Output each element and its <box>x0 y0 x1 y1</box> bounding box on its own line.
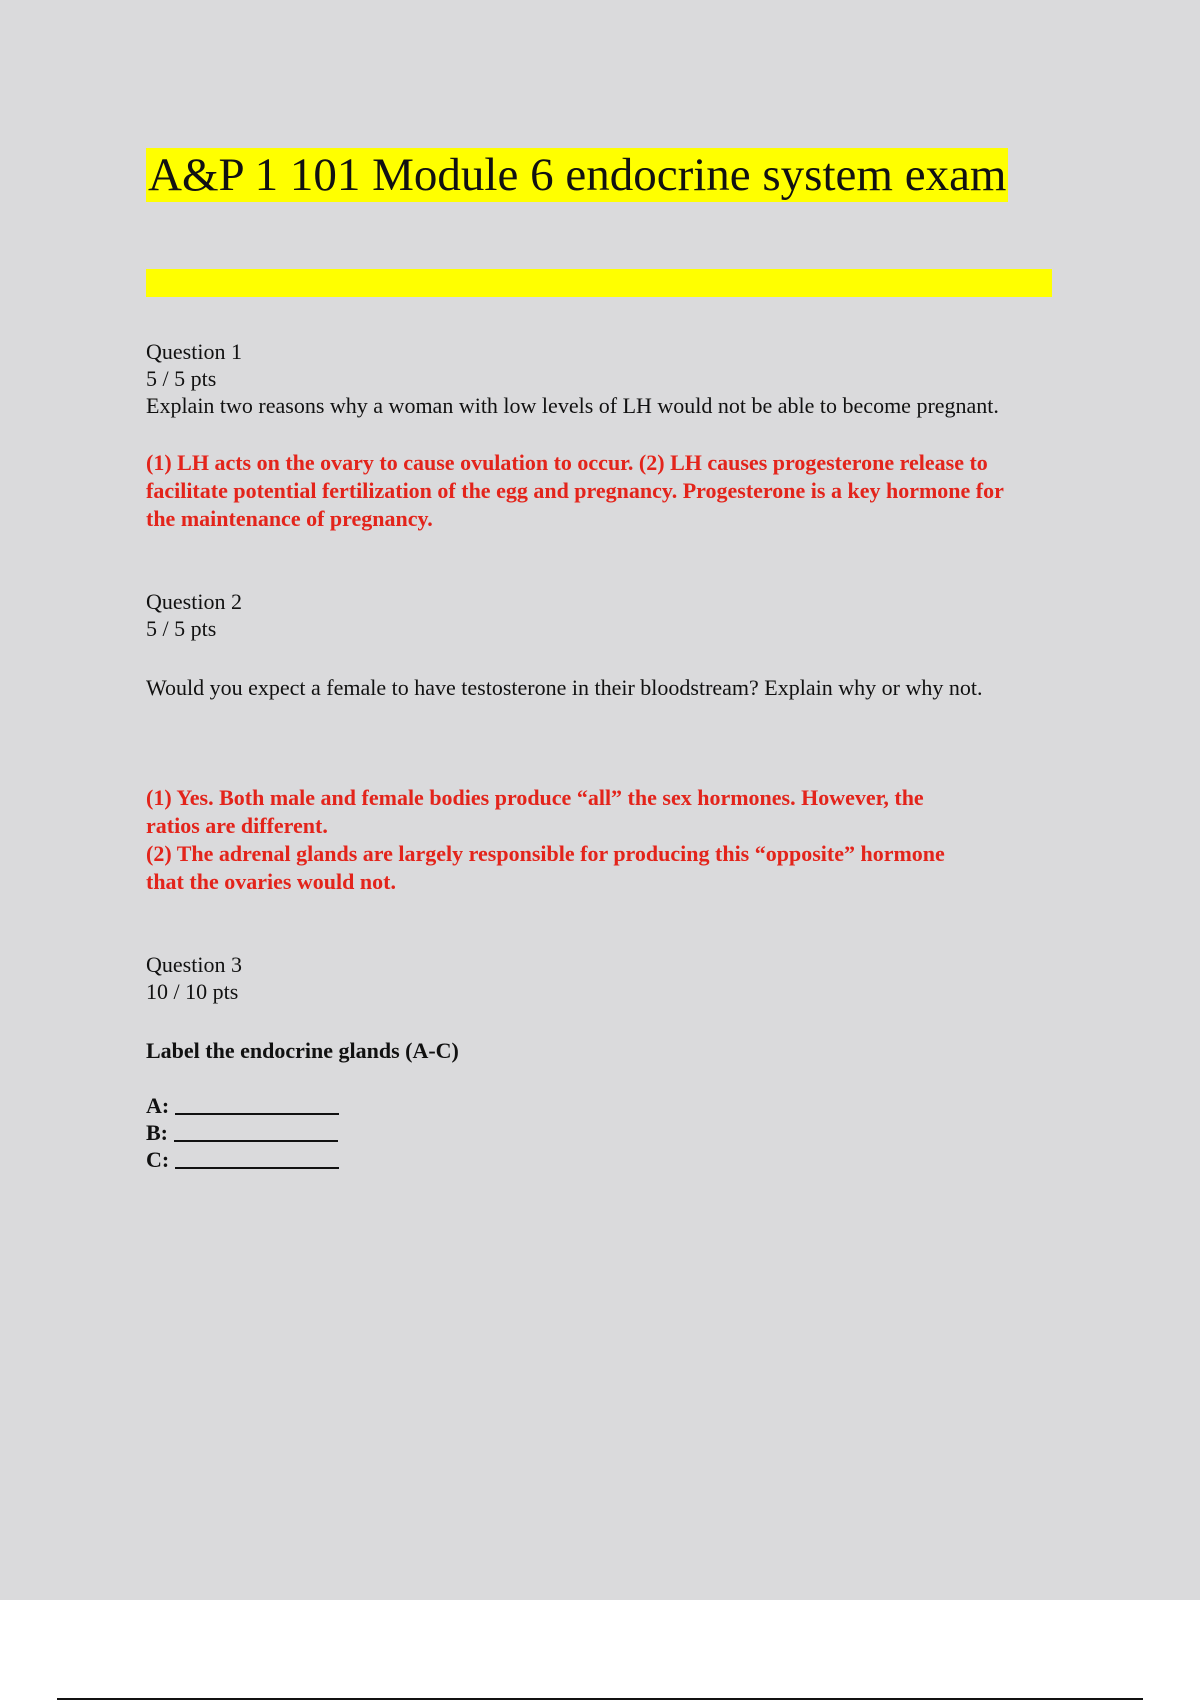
question-2-prompt <box>146 674 982 701</box>
blank-row-b <box>146 1119 339 1146</box>
highlight-bar <box>146 269 1052 297</box>
question-points: 5 / 5 pts <box>146 616 217 641</box>
question-prompt: Explain two reasons why a woman with low levels of LH would not be able to become pregnant. <box>146 393 999 418</box>
answer-line: (2) The adrenal glands are largely responsible for producing this “opposite” hormone <box>146 841 945 866</box>
question-points: 10 / 10 pts <box>146 979 239 1004</box>
answer-line: facilitate potential fertilization of the egg and pregnancy. Progesterone is a key hormone for <box>146 478 1004 503</box>
question-3-prompt <box>146 1037 459 1064</box>
answer-line: (1) LH acts on the ovary to cause ovulation to occur. (2) LH causes progesterone release to <box>146 450 988 475</box>
document-title: A&P 1 101 Module 6 endocrine system exam <box>148 149 1007 201</box>
answer-line: the maintenance of pregnancy. <box>146 506 433 531</box>
question-label: Question 2 <box>146 589 242 614</box>
answer-line: (1) Yes. Both male and female bodies produce “all” the sex hormones. However, the <box>146 785 924 810</box>
question-3 <box>146 951 242 1005</box>
blank-row-c <box>146 1146 339 1173</box>
blank-row-a <box>146 1092 339 1119</box>
question-2 <box>146 588 242 642</box>
blank-label: B: <box>146 1120 168 1145</box>
answer-blank <box>174 1140 338 1142</box>
answer-line: that the ovaries would not. <box>146 869 396 894</box>
answer-blank <box>175 1113 339 1115</box>
question-label: Question 1 <box>146 339 242 364</box>
label-blanks <box>146 1092 339 1173</box>
question-label: Question 3 <box>146 952 242 977</box>
blank-label: A: <box>146 1093 170 1118</box>
answer-2 <box>146 784 945 896</box>
answer-line: ratios are different. <box>146 813 328 838</box>
question-prompt: Would you expect a female to have testosterone in their bloodstream? Explain why or why not. <box>146 675 983 700</box>
question-1 <box>146 338 999 419</box>
blank-label: C: <box>146 1147 170 1172</box>
question-prompt: Label the endocrine glands (A-C) <box>146 1038 459 1063</box>
answer-blank <box>175 1167 339 1169</box>
answer-1 <box>146 449 1004 533</box>
question-points: 5 / 5 pts <box>146 366 217 391</box>
